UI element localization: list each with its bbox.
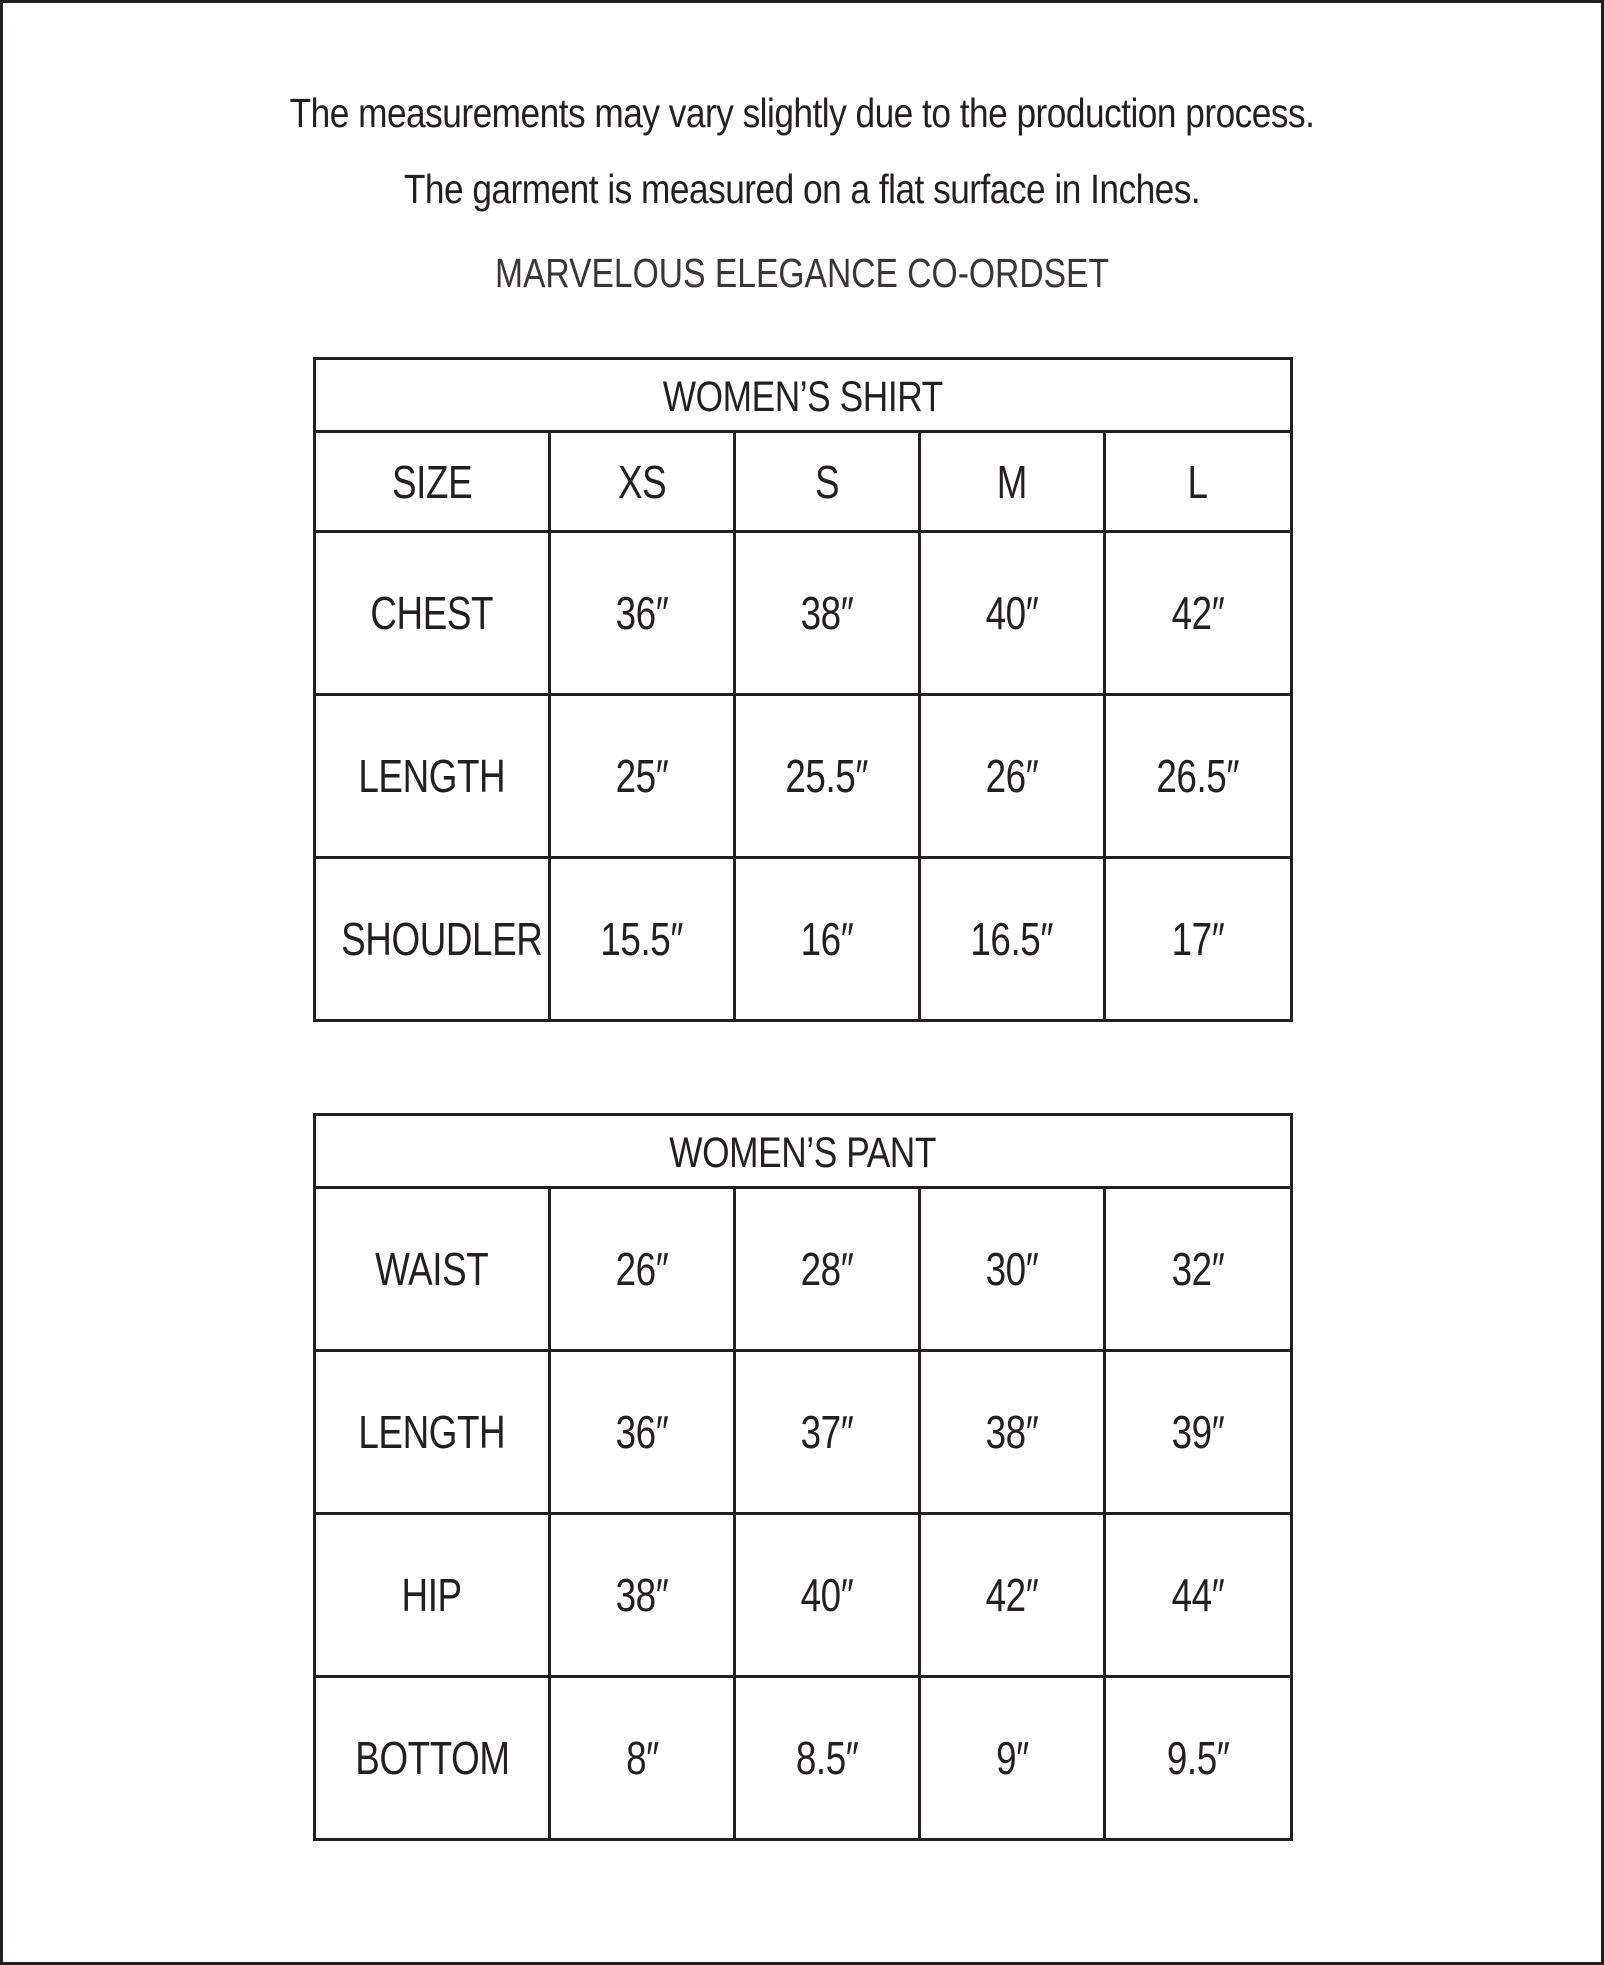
product-name: MARVELOUS ELEGANCE CO-ORDSET [494, 250, 1110, 296]
measurement-cell: 26″ [920, 695, 1105, 858]
measurement-cell: 9″ [920, 1677, 1105, 1840]
measurement-cell: 36″ [550, 1351, 735, 1514]
measurement-cell: 38″ [550, 1514, 735, 1677]
flat-surface-note: The garment is measured on a flat surface in Inches. [403, 166, 1201, 212]
measurement-cell: 37″ [735, 1351, 920, 1514]
measurement-cell: 40″ [920, 532, 1105, 695]
header-cell: M [920, 432, 1105, 532]
measurement-cell: 26″ [550, 1188, 735, 1351]
header-cell: L [1105, 432, 1292, 532]
measurement-cell: 40″ [735, 1514, 920, 1677]
measurement-cell: 30″ [920, 1188, 1105, 1351]
row-label: BOTTOM [315, 1677, 550, 1840]
measurement-cell: 38″ [735, 532, 920, 695]
row-label: CHEST [315, 532, 550, 695]
measurement-cell: 42″ [1105, 532, 1292, 695]
measurement-cell: 36″ [550, 532, 735, 695]
measurement-cell: 17″ [1105, 858, 1292, 1021]
measurement-cell: 39″ [1105, 1351, 1292, 1514]
measurement-cell: 42″ [920, 1514, 1105, 1677]
shirt-table-title: WOMEN’S SHIRT [315, 359, 1292, 432]
measurement-cell: 25.5″ [735, 695, 920, 858]
row-label: HIP [315, 1514, 550, 1677]
measurement-cell: 9.5″ [1105, 1677, 1292, 1840]
measurement-cell: 38″ [920, 1351, 1105, 1514]
measurement-cell: 8″ [550, 1677, 735, 1840]
measurement-cell: 25″ [550, 695, 735, 858]
shirt-size-header-row [315, 432, 1292, 532]
pant-table-title: WOMEN’S PANT [315, 1115, 1292, 1188]
header-cell: SIZE [315, 432, 550, 532]
shirt-size-table [313, 357, 1293, 1022]
measurement-cell: 8.5″ [735, 1677, 920, 1840]
measurement-cell: 16″ [735, 858, 920, 1021]
header-cell: S [735, 432, 920, 532]
header-cell: XS [550, 432, 735, 532]
row-label: LENGTH [315, 695, 550, 858]
table-row [315, 695, 1292, 858]
measurement-note: The measurements may vary slightly due to the production process. [289, 90, 1315, 136]
pant-size-table [313, 1113, 1293, 1841]
table-row [315, 1514, 1292, 1677]
table-row [315, 1188, 1292, 1351]
table-row [315, 1677, 1292, 1840]
table-row [315, 1351, 1292, 1514]
measurement-cell: 44″ [1105, 1514, 1292, 1677]
measurement-cell: 32″ [1105, 1188, 1292, 1351]
row-label: WAIST [315, 1188, 550, 1351]
table-row [315, 532, 1292, 695]
measurement-cell: 16.5″ [920, 858, 1105, 1021]
measurement-cell: 15.5″ [550, 858, 735, 1021]
measurement-cell: 26.5″ [1105, 695, 1292, 858]
measurement-cell: 28″ [735, 1188, 920, 1351]
row-label: LENGTH [315, 1351, 550, 1514]
table-row [315, 858, 1292, 1021]
row-label: SHOUDLER [315, 858, 550, 1021]
